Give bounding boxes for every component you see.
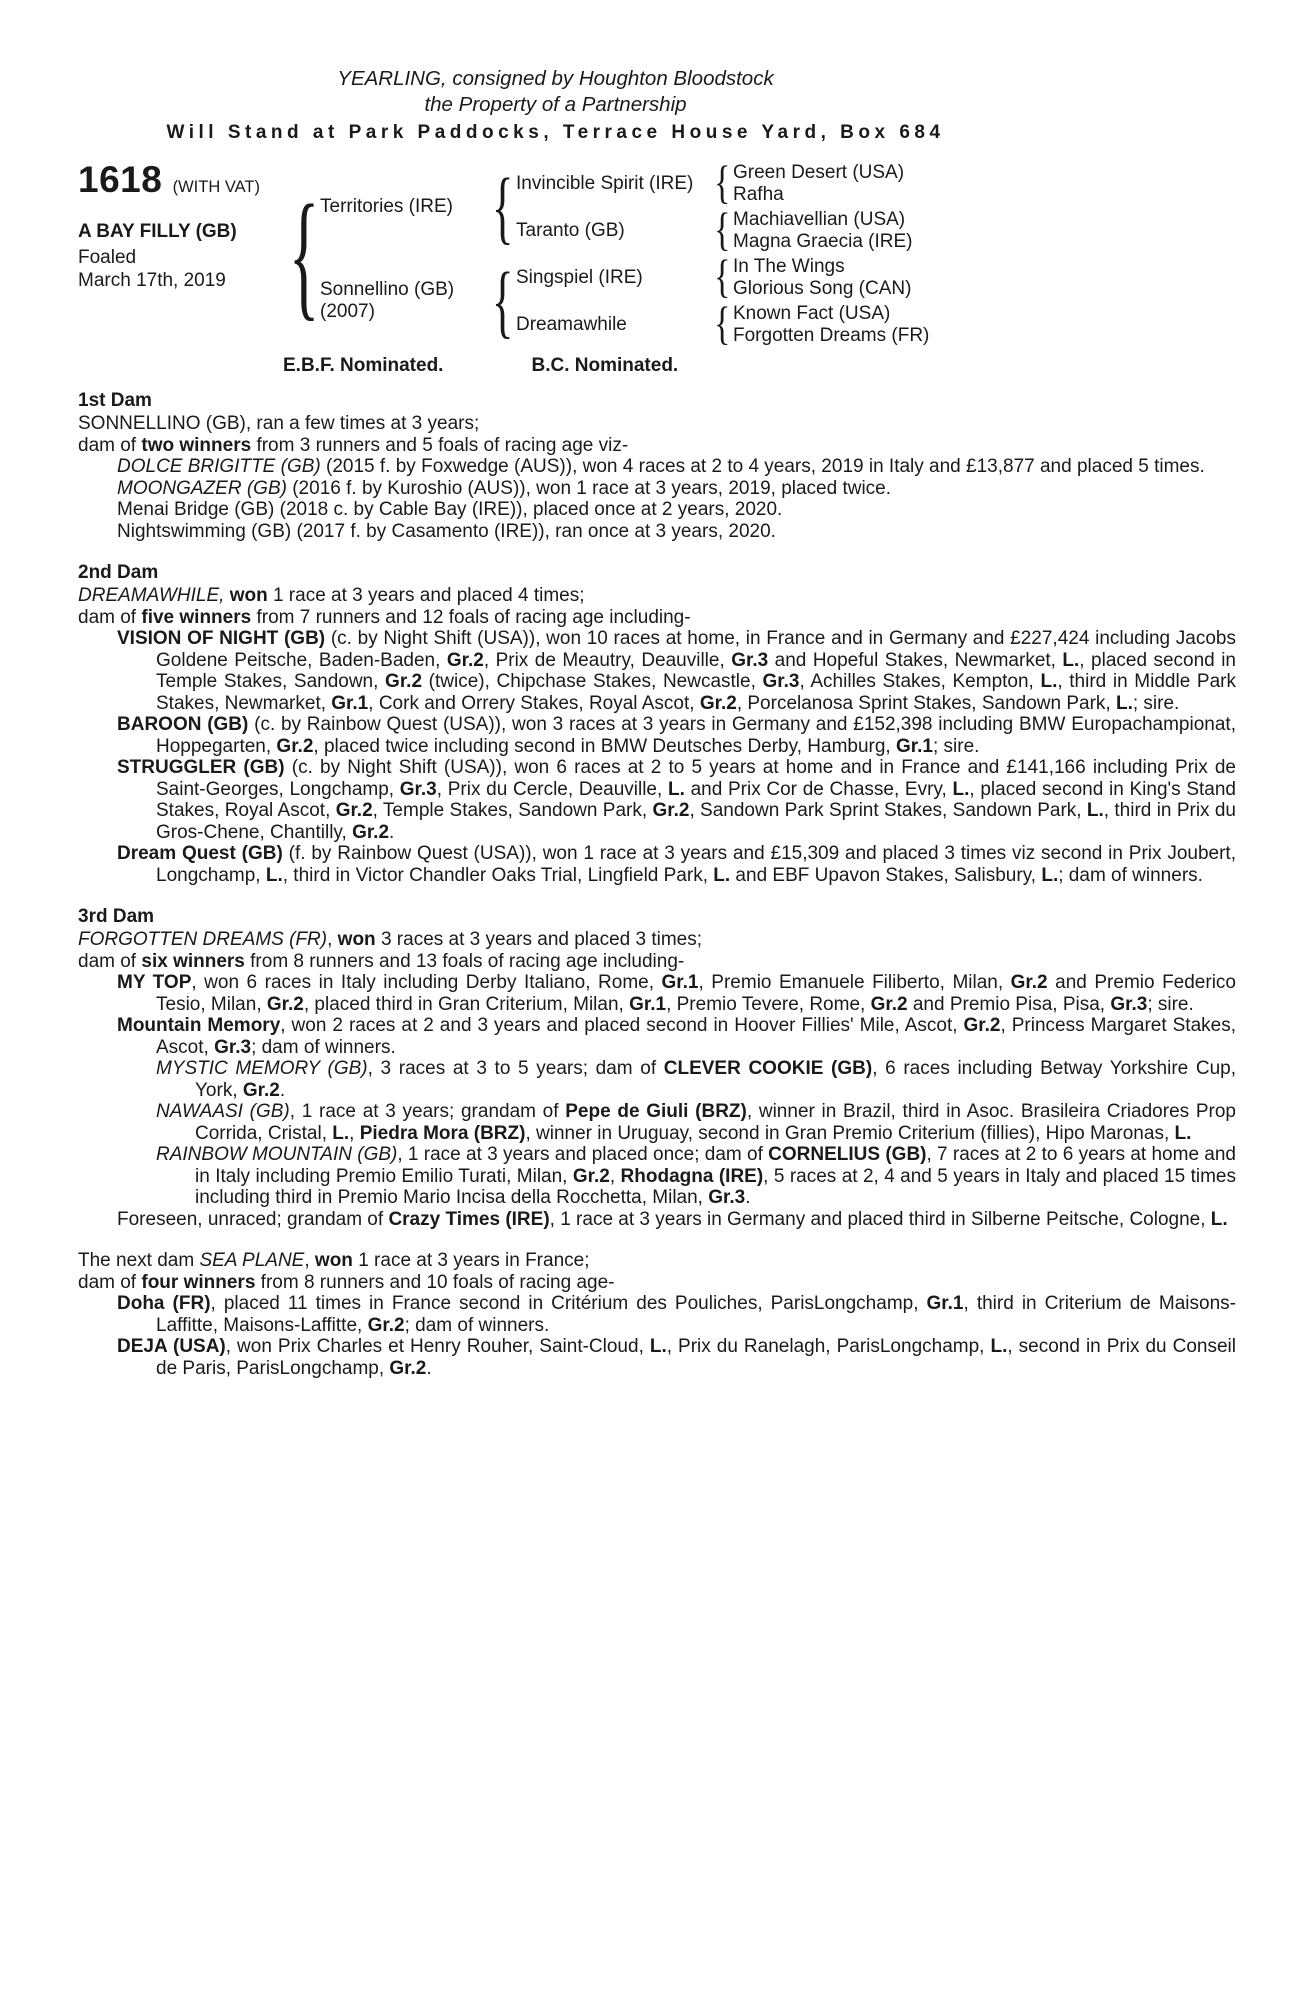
- pedigree-paragraph: DEJA (USA), won Prix Charles et Henry Rouher, Saint-Cloud, L., Prix du Ranelagh, ParisLongchamp, L., second in Prix du Conseil de Paris, ParisLongchamp, Gr.2.: [117, 1336, 1236, 1379]
- great-granddam-name: Glorious Song (CAN): [733, 277, 912, 299]
- great-granddam-name: Forgotten Dreams (FR): [733, 324, 930, 346]
- pedigree-paragraph: RAINBOW MOUNTAIN (GB), 1 race at 3 years and placed once; dam of CORNELIUS (GB), 7 races at 2 to 6 years at home and in Italy including Premio Emilio Turati, Milan, Gr.2, Rhodagna (IRE), 5 races at 2, 4 and 5 years in Italy and placed 15 times including third in Premio Mario Incisa della Rocchetta, Milan, Gr.3.: [156, 1144, 1237, 1208]
- sire-branch: [320, 157, 929, 256]
- great-grandsire-name: Machiavellian (USA): [733, 209, 906, 230]
- dam-name-line2: (2007): [320, 301, 375, 322]
- pedigree-paragraph: MYSTIC MEMORY (GB), 3 races at 3 to 5 years; dam of CLEVER COOKIE (GB), 6 races including Betway Yorkshire Cup, York, Gr.2.: [156, 1058, 1236, 1101]
- sire-name: [320, 196, 490, 218]
- nominations-row: [78, 355, 1236, 377]
- pedigree-paragraph: SONNELLINO (GB), ran a few times at 3 years;: [78, 413, 480, 434]
- outer-brace: {: [288, 175, 320, 333]
- sire-dam-branch: [516, 204, 913, 256]
- pedigree-paragraph: DOLCE BRIGITTE (GB) (2015 f. by Foxwedge (AUS)), won 4 races at 2 to 4 years, 2019 in Italy and £13,877 and placed 5 times.: [117, 456, 1205, 477]
- section-heading: 2nd Dam: [78, 562, 159, 583]
- pedigree-paragraph: STRUGGLER (GB) (c. by Night Shift (USA)), won 6 races at 2 to 5 years at home and in France and £141,166 including Prix de Saint-Georges, Longchamp, Gr.3, Prix du Cercle, Deauville, L. and Prix Cor de Chasse, Evry, L., placed second in King's Stand Stakes, Royal Ascot, Gr.2, Temple Stakes, Sandown Park, Gr.2, Sandown Park Sprint Stakes, Sandown Park, L., third in Prix du Gros-Chene, Chantilly, Gr.2.: [117, 757, 1237, 843]
- pedigree-paragraph: DREAMAWHILE, won 1 race at 3 years and placed 4 times;: [78, 585, 585, 606]
- pedigree-paragraph: VISION OF NIGHT (GB) (c. by Night Shift (USA)), won 10 races at home, in France and in Germany and £227,424 including Jacobs Goldene Peitsche, Baden-Baden, Gr.2, Prix de Meautry, Deauville, Gr.3 and Hopeful Stakes, Newmarket, L., placed second in Temple Stakes, Sandown, Gr.2 (twice), Chipchase Stakes, Newcastle, Gr.3, Achilles Stakes, Kempton, L., third in Middle Park Stakes, Newmarket, Gr.1, Cork and Orrery Stakes, Royal Ascot, Gr.2, Porcelanosa Sprint Stakes, Sandown Park, L.; sire.: [117, 628, 1236, 714]
- consignor-line: YEARLING, consigned by Houghton Bloodstock: [337, 67, 774, 90]
- pedigree-paragraph: The next dam SEA PLANE, won 1 race at 3 years in France;: [78, 1250, 590, 1271]
- pedigree-paragraph: Menai Bridge (GB) (2018 c. by Cable Bay (IRE)), placed once at 2 years, 2020.: [117, 499, 783, 520]
- pedigree-paragraph: dam of two winners from 3 runners and 5 foals of racing age viz-: [78, 434, 629, 456]
- section-heading: 3rd Dam: [78, 906, 155, 927]
- sire-sire-brace: {: [713, 157, 731, 209]
- dam-dam-branch: [516, 298, 930, 350]
- pedigree-paragraph: Foreseen, unraced; grandam of Crazy Times (IRE), 1 race at 3 years in Germany and placed third in Silberne Peitsche, Cologne, L.: [117, 1208, 1228, 1230]
- pedigree-paragraph: BAROON (GB) (c. by Rainbow Quest (USA)), won 3 races at 3 years in Germany and £152,398 including BMW Europachampionat, Hoppegarten, Gr.2, placed twice including second in BMW Deutsches Derby, Hamburg, Gr.1; sire.: [117, 714, 1236, 757]
- sire-dam-name: Taranto (GB): [516, 219, 625, 241]
- dam-dam-name: Dreamawhile: [516, 313, 627, 335]
- page-header: [78, 66, 1033, 146]
- dam-section: [78, 562, 1236, 886]
- pedigree-tree: [320, 157, 930, 350]
- great-granddam-name: Magna Graecia (IRE): [733, 230, 913, 252]
- stand-location-line: Will Stand at Park Paddocks, Terrace House Yard, Box 684: [166, 122, 945, 143]
- pedigree-block: [78, 157, 1236, 350]
- pedigree-paragraph: FORGOTTEN DREAMS (FR), won 3 races at 3 years and placed 3 times;: [78, 929, 703, 950]
- bc-nomination: B.C. Nominated.: [531, 355, 679, 376]
- dam-section: [78, 906, 1236, 1230]
- lot-number-line: [78, 160, 288, 207]
- pedigree-paragraph: dam of six winners from 8 runners and 13 foals of racing age including-: [78, 950, 685, 972]
- sire-dam-brace: {: [713, 204, 731, 256]
- dam-sections: [78, 390, 1236, 1379]
- pedigree-paragraph: Doha (FR), placed 11 times in France second in Critérium des Pouliches, ParisLongchamp, Gr.1, third in Criterium de Maisons-Laffitte, Maisons-Laffitte, Gr.2; dam of winners.: [117, 1293, 1236, 1336]
- pedigree-paragraph: Dream Quest (GB) (f. by Rainbow Quest (USA)), won 1 race at 3 years and £15,309 and placed 3 times viz second in Prix Joubert, Longchamp, L., third in Victor Chandler Oaks Trial, Lingfield Park, L. and EBF Upavon Stakes, Salisbury, L.; dam of winners.: [117, 843, 1236, 886]
- property-line: the Property of a Partnership: [424, 93, 687, 116]
- lot-number: 1618: [78, 159, 163, 200]
- sire-name-line1: Territories (IRE): [320, 196, 454, 217]
- dam-branch: [320, 251, 930, 350]
- ebf-nomination: E.B.F. Nominated.: [283, 355, 444, 376]
- lot-description: A BAY FILLY (GB): [78, 221, 237, 242]
- section-heading: 1st Dam: [78, 390, 152, 411]
- pedigree-paragraph: NAWAASI (GB), 1 race at 3 years; grandam of Pepe de Giuli (BRZ), winner in Brazil, third in Asoc. Brasileira Criadores Prop Corrida, Cristal, L., Piedra Mora (BRZ), winner in Uruguay, second in Gran Premio Criterium (fillies), Hipo Maronas, L.: [156, 1101, 1236, 1144]
- dam-brace: {: [492, 255, 514, 346]
- dam-sire-name: Singspiel (IRE): [516, 266, 643, 288]
- dam-name: [320, 279, 490, 323]
- sire-sire-name: Invincible Spirit (IRE): [516, 172, 694, 194]
- foaled-label: Foaled: [78, 247, 137, 268]
- pedigree-paragraph: MOONGAZER (GB) (2016 f. by Kuroshio (AUS)), won 1 race at 3 years, 2019, placed twice.: [117, 477, 892, 499]
- vat-note: (WITH VAT): [172, 178, 260, 196]
- foaled-date: March 17th, 2019: [78, 270, 226, 291]
- dam-section: [78, 390, 1236, 542]
- pedigree-paragraph: MY TOP, won 6 races in Italy including Derby Italiano, Rome, Gr.1, Premio Emanuele Filiberto, Milan, Gr.2 and Premio Federico Tesio, Milan, Gr.2, placed third in Gran Criterium, Milan, Gr.1, Premio Tevere, Rome, Gr.2 and Premio Pisa, Pisa, Gr.3; sire.: [117, 972, 1236, 1015]
- lot-info: [78, 160, 288, 348]
- great-grandsire-name: Green Desert (USA): [733, 162, 905, 183]
- dam-name-line1: Sonnellino (GB): [320, 279, 455, 300]
- great-granddam-name: Rafha: [733, 183, 784, 205]
- great-grandsire-name: In The Wings: [733, 256, 845, 277]
- great-grandsire-name: Known Fact (USA): [733, 303, 891, 324]
- pedigree-paragraph: dam of four winners from 8 runners and 10 foals of racing age-: [78, 1271, 615, 1293]
- dam-dam-brace: {: [713, 298, 731, 350]
- pedigree-paragraph: dam of five winners from 7 runners and 12 foals of racing age including-: [78, 606, 691, 628]
- dam-sire-branch: [516, 251, 929, 303]
- pedigree-paragraph: Mountain Memory, won 2 races at 2 and 3 years and placed second in Hoover Fillies' Mile, Ascot, Gr.2, Princess Margaret Stakes, Ascot, Gr.3; dam of winners.: [117, 1015, 1236, 1058]
- dam-sire-brace: {: [713, 251, 731, 303]
- pedigree-paragraph: Nightswimming (GB) (2017 f. by Casamento (IRE)), ran once at 3 years, 2020.: [117, 520, 776, 542]
- dam-section: [78, 1250, 1236, 1379]
- sire-sire-branch: [516, 157, 913, 209]
- sire-brace: {: [492, 161, 514, 252]
